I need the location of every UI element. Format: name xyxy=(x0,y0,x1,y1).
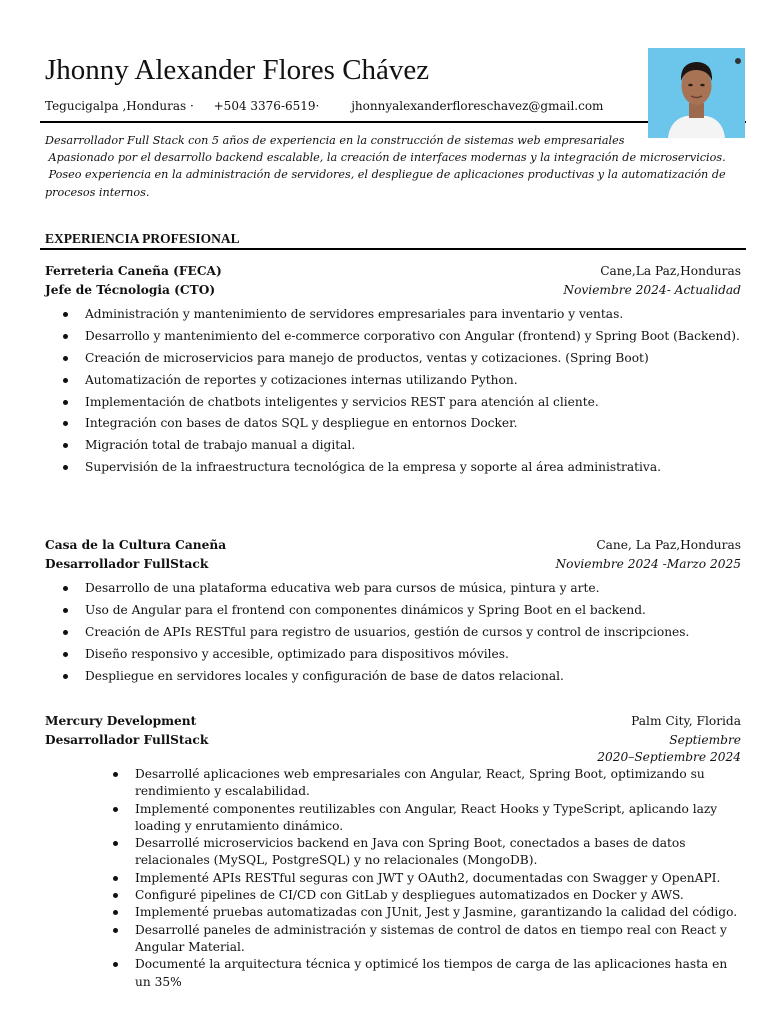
bullet-item: Diseño responsivo y accesible, optimizado para dispositivos móviles. xyxy=(45,645,741,664)
candidate-name: Jhonny Alexander Flores Chávez xyxy=(45,54,430,86)
bullet-item: Implementé APIs RESTful seguras con JWT y OAuth2, documentadas con Swagger y OpenAPI. xyxy=(45,870,741,887)
bullet-item: Supervisión de la infraestructura tecnológica de la empresa y soporte al área administrativa. xyxy=(45,458,741,477)
summary-line: Apasionado por el desarrollo backend escalable, la creación de interfaces modernas y la integración de microservicios. xyxy=(45,151,726,165)
job-role: Jefe de Técnologia (CTO) xyxy=(45,283,216,297)
company-name: Mercury Development xyxy=(45,714,197,728)
bullet-item: Documenté la arquitectura técnica y optimicé los tiempos de carga de las aplicaciones hasta en un 35% xyxy=(45,956,741,991)
job-bullets xyxy=(45,766,741,991)
section-divider xyxy=(40,248,746,250)
job-bullets xyxy=(45,579,741,685)
bullet-item: Desarrollo y mantenimiento del e-commerce corporativo con Angular (frontend) y Spring Boot (Backend). xyxy=(45,327,741,346)
job-bullets xyxy=(45,305,741,477)
bullet-item: Desarrollé microservicios backend en Java con Spring Boot, conectados a bases de datos relacionales (MySQL, PostgreSQL) y no relacionales (MongoDB). xyxy=(45,835,741,870)
bullet-item: Creación de APIs RESTful para registro de usuarios, gestión de cursos y control de inscripciones. xyxy=(45,623,741,642)
company-name: Casa de la Cultura Caneña xyxy=(45,538,227,552)
bullet-item: Integración con bases de datos SQL y despliegue en entornos Docker. xyxy=(45,414,741,433)
job-dates: Noviembre 2024- Actualidad xyxy=(563,283,741,297)
location-text: Tegucigalpa ,Honduras · xyxy=(45,99,194,113)
bullet-item: Automatización de reportes y cotizaciones internas utilizando Python. xyxy=(45,371,741,390)
bullet-item: Implementación de chatbots inteligentes y servicios REST para atención al cliente. xyxy=(45,393,741,412)
bullet-item: Implementé componentes reutilizables con Angular, React Hooks y TypeScript, aplicando lazy loading y enrutamiento dinámico. xyxy=(45,801,741,836)
bullet-item: Administración y mantenimiento de servidores empresariales para inventario y ventas. xyxy=(45,305,741,324)
bullet-item: Migración total de trabajo manual a digital. xyxy=(45,436,741,455)
job-role: Desarrollador FullStack xyxy=(45,733,209,747)
bullet-item: Despliegue en servidores locales y configuración de base de datos relacional. xyxy=(45,667,741,686)
summary-line: Desarrollador Full Stack con 5 años de experiencia en la construcción de sistemas web empresariales xyxy=(45,134,625,147)
job-entry-feca xyxy=(45,262,741,480)
contact-line xyxy=(45,99,603,113)
job-entry-casa-cultura xyxy=(45,536,741,688)
profile-photo xyxy=(648,48,745,138)
professional-summary xyxy=(45,132,745,201)
job-dates: Noviembre 2024 -Marzo 2025 xyxy=(555,557,741,571)
job-role: Desarrollador FullStack xyxy=(45,557,209,571)
job-dates-start: Septiembre xyxy=(669,733,741,747)
portrait-image xyxy=(648,48,745,138)
bullet-item: Desarrollé aplicaciones web empresariales con Angular, React, Spring Boot, optimizando su rendimiento y escalabilidad. xyxy=(45,766,741,801)
header-divider xyxy=(40,121,746,123)
bullet-item: Desarrollé paneles de administración y sistemas de control de datos en tiempo real con React y Angular Material. xyxy=(45,922,741,957)
bullet-item: Uso de Angular para el frontend con componentes dinámicos y Spring Boot en el backend. xyxy=(45,601,741,620)
phone-text: +504 3376-6519· xyxy=(213,99,320,113)
job-dates-end: 2020–Septiembre 2024 xyxy=(597,750,741,764)
experience-section-title: EXPERIENCIA PROFESIONAL xyxy=(45,231,240,246)
bullet-item: Creación de microservicios para manejo de productos, ventas y cotizaciones. (Spring Boot) xyxy=(45,349,741,368)
email-link[interactable]: jhonnyalexanderfloreschavez@gmail.com xyxy=(351,99,604,113)
job-location: Palm City, Florida xyxy=(631,714,741,728)
bullet-item: Configuré pipelines de CI/CD con GitLab y despliegues automatizados en Docker y AWS. xyxy=(45,887,741,904)
company-name: Ferreteria Caneña (FECA) xyxy=(45,264,222,278)
job-entry-mercury xyxy=(45,712,741,991)
bullet-item: Implementé pruebas automatizadas con JUnit, Jest y Jasmine, garantizando la calidad del código. xyxy=(45,904,741,921)
job-location: Cane,La Paz,Honduras xyxy=(600,264,741,278)
bullet-item: Desarrollo de una plataforma educativa web para cursos de música, pintura y arte. xyxy=(45,579,741,598)
job-location: Cane, La Paz,Honduras xyxy=(596,538,741,552)
summary-line: Poseo experiencia en la administración de servidores, el despliegue de aplicaciones productivas y la automatización de procesos internos. xyxy=(45,168,730,199)
